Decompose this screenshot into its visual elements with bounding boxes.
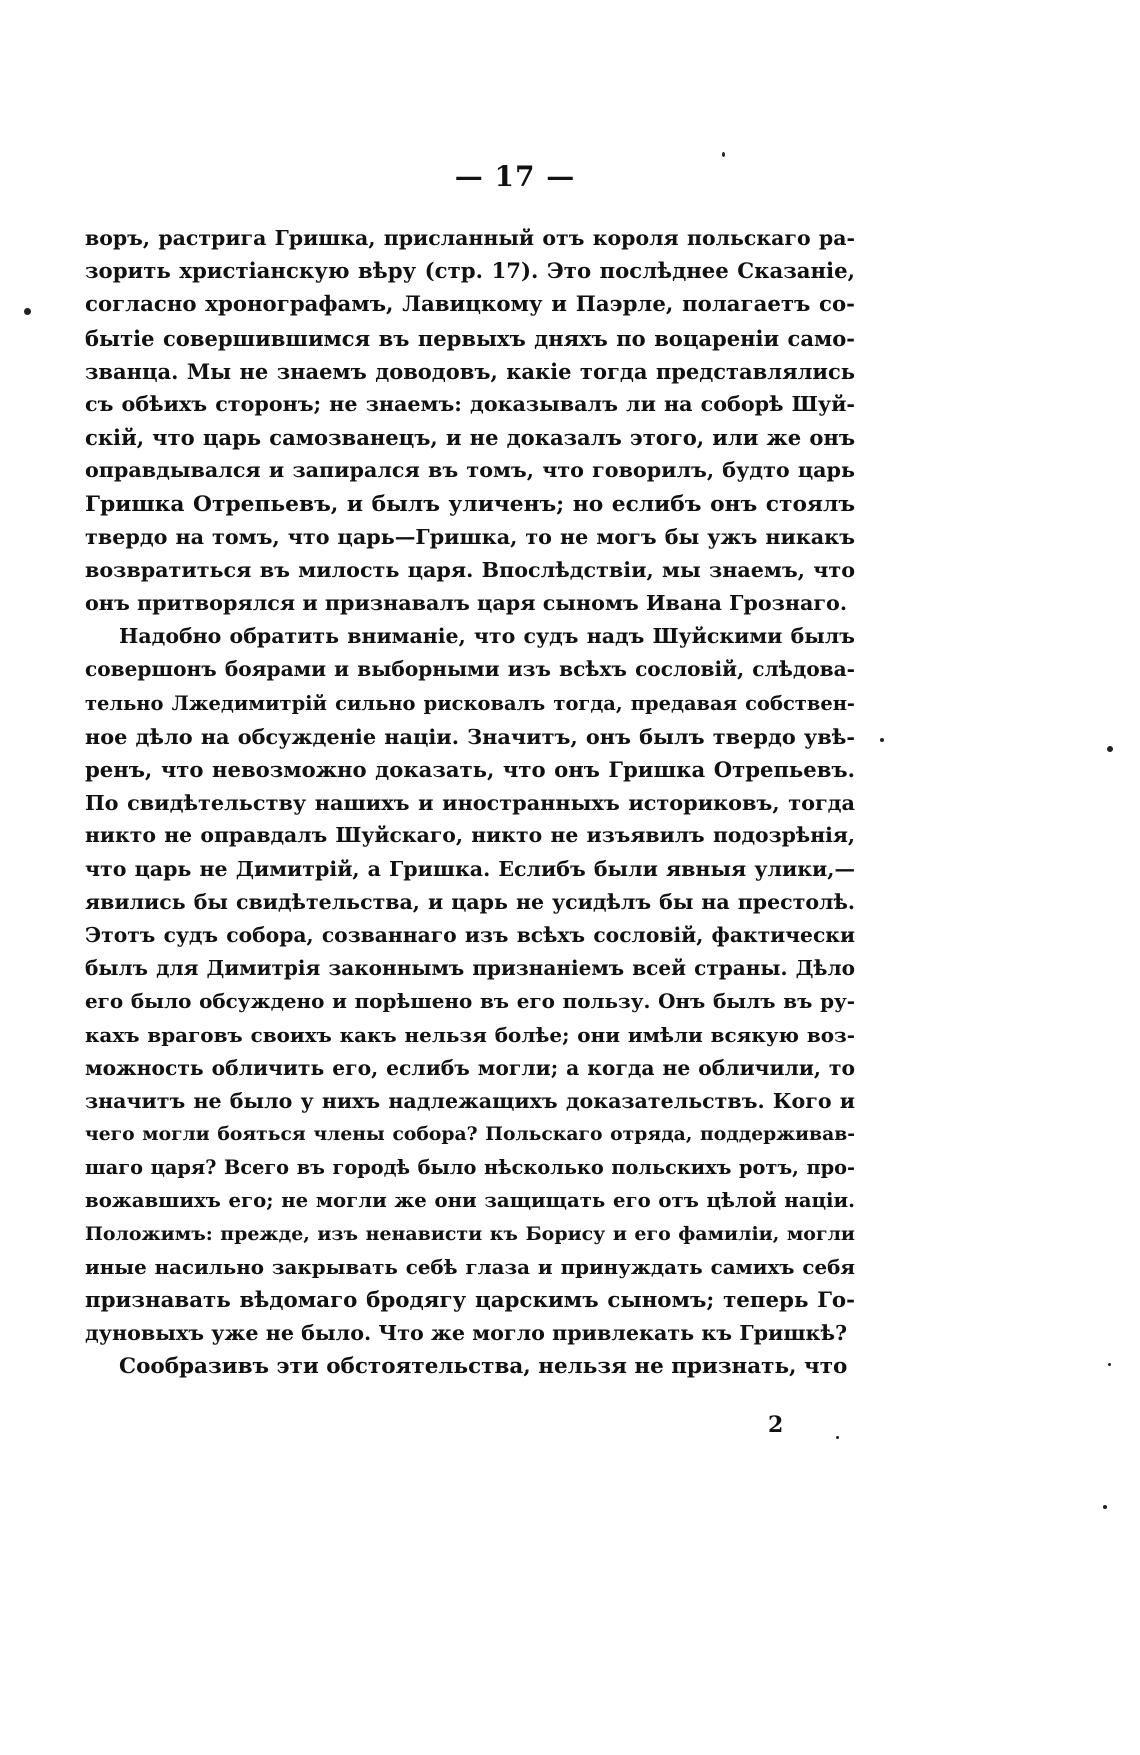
- text-line: возвратиться въ милость царя. Впослѣдствіи, мы знаемъ, что: [85, 557, 855, 582]
- scan-speck: [24, 308, 31, 315]
- scan-speck: [722, 152, 725, 157]
- text-line: Сообразивъ эти обстоятельства, нельзя не признать, что: [119, 1354, 848, 1380]
- text-line: признавать вѣдомаго бродягу царскимъ сыномъ; теперь Го-: [85, 1288, 855, 1313]
- text-line: онъ притворялся и признавалъ царя сыномъ Ивана Грознаго.: [85, 591, 848, 616]
- text-line: воръ, растрига Гришка, присланный отъ короля польскаго ра-: [85, 226, 855, 250]
- text-line: значитъ не было у нихъ надлежащихъ доказательствъ. Кого и: [85, 1088, 855, 1113]
- text-line: кахъ враговъ своихъ какъ нельзя болѣе; они имѣли всякую воз-: [85, 1022, 855, 1047]
- text-line: зорить христіанскую вѣру (стр. 17). Это послѣднее Сказаніе,: [85, 259, 855, 285]
- text-line: согласно хронографамъ, Лавицкому и Паэрле, полагаетъ со-: [85, 292, 855, 318]
- text-line: явились бы свидѣтельства, и царь не усидѣлъ бы на престолѣ.: [85, 889, 855, 914]
- scan-speck: [1103, 1505, 1107, 1509]
- scan-speck: [880, 738, 884, 742]
- text-line: совершонъ боярами и выборными изъ всѣхъ сословій, слѣдова-: [85, 657, 855, 682]
- text-line: скій, что царь самозванецъ, и не доказалъ этого, или же онъ: [85, 425, 855, 451]
- text-line: оправдывался и запирался въ томъ, что говорилъ, будто царь: [85, 458, 855, 483]
- text-line: чего могли бояться члены собора? Польскаго отряда, поддерживав-: [85, 1123, 855, 1146]
- text-line: дуновыхъ уже не было. Что же могло привлекать къ Гришкѣ?: [85, 1321, 848, 1346]
- scan-speck: [1108, 1363, 1111, 1366]
- text-line: съ обѣихъ сторонъ; не знаемъ: доказывалъ ли на соборѣ Шуй-: [85, 391, 855, 416]
- text-line: что царь не Димитрій, а Гришка. Еслибъ были явныя улики,—: [85, 856, 855, 881]
- text-line: Этотъ судъ собора, созваннаго изъ всѣхъ сословій, фактически: [85, 922, 855, 947]
- text-line: званца. Мы не знаемъ доводовъ, какіе тогда представлялись: [85, 358, 855, 384]
- body-text: [85, 222, 855, 1384]
- text-line: можность обличить его, еслибъ могли; а когда не обличили, то: [85, 1055, 855, 1080]
- text-line: никто не оправдалъ Шуйскаго, никто не изъявилъ подозрѣнія,: [85, 823, 855, 848]
- page-number: — 17 —: [454, 160, 576, 193]
- printer-signature-mark: 2: [768, 1412, 784, 1438]
- text-line: былъ для Димитрія законнымъ признаніемъ всей страны. Дѣло: [85, 956, 855, 981]
- text-line: Гришка Отрепьевъ, и былъ уличенъ; но еслибъ онъ стоялъ: [85, 491, 855, 517]
- scan-speck: [1107, 746, 1113, 752]
- text-line: Надобно обратить вниманіе, что судъ надъ Шуйскими былъ: [119, 624, 855, 649]
- text-line: вожавшихъ его; не могли же они защищать его отъ цѣлой націи.: [85, 1188, 855, 1213]
- text-line: бытіе совершившимся въ первыхъ дняхъ по воцареніи само-: [85, 325, 855, 351]
- text-line: иные насильно закрывать себѣ глаза и принуждать самихъ себя: [85, 1254, 855, 1279]
- scan-speck: [836, 1436, 839, 1439]
- text-line: Положимъ: прежде, изъ ненависти къ Борису и его фамиліи, могли: [85, 1222, 855, 1245]
- text-line: По свидѣтельству нашихъ и иностранныхъ историковъ, тогда: [85, 790, 855, 816]
- text-line: твердо на томъ, что царь—Гришка, то не могъ бы ужъ никакъ: [85, 524, 855, 549]
- text-line: ное дѣло на обсужденіе націи. Значитъ, онъ былъ твердо увѣ-: [85, 723, 855, 749]
- text-line: ренъ, что невозможно доказать, что онъ Гришка Отрепьевъ.: [85, 757, 855, 782]
- text-line: тельно Лжедимитрій сильно рисковалъ тогда, предавая собствен-: [85, 691, 855, 715]
- text-line: шаго царя? Всего въ городѣ было нѣсколько польскихъ ротъ, про-: [85, 1156, 855, 1180]
- text-line: его было обсуждено и порѣшено въ его пользу. Онъ былъ въ ру-: [85, 989, 855, 1014]
